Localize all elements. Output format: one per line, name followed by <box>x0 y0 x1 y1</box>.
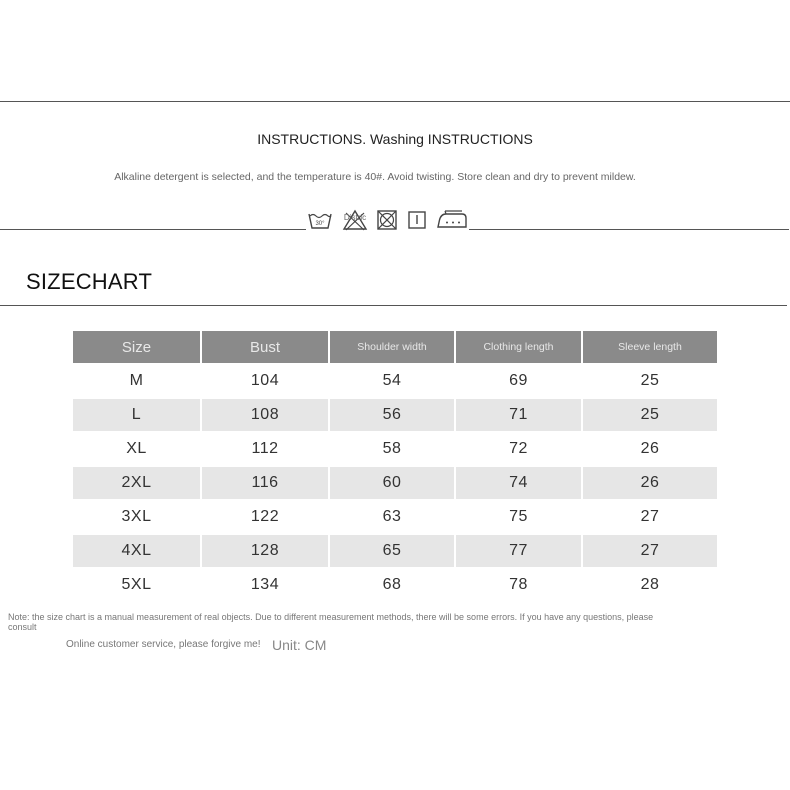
table-row <box>73 397 717 431</box>
table-row <box>73 567 717 601</box>
cell-length: 75 <box>456 499 583 533</box>
table-row <box>73 465 717 499</box>
icons-divider-right <box>469 229 789 230</box>
line-dry-icon <box>406 209 428 231</box>
icons-divider-left <box>0 229 306 230</box>
cell-sleeve: 28 <box>583 567 717 601</box>
cell-length: 69 <box>456 363 583 397</box>
cell-size: 2XL <box>73 465 202 499</box>
table-row <box>73 533 717 567</box>
header-shoulder-width: Shoulder width <box>330 331 456 363</box>
instructions-text: Alkaline detergent is selected, and the temperature is 40#. Avoid twisting. Store clean and dry to prevent mildew. <box>114 171 636 183</box>
cell-bust: 112 <box>202 431 330 465</box>
care-icons <box>307 207 469 233</box>
sizechart-title: SIZECHART <box>26 269 153 294</box>
cell-size: 4XL <box>73 533 202 567</box>
cell-shoulder: 58 <box>330 431 456 465</box>
cell-length: 71 <box>456 397 583 431</box>
cell-length: 74 <box>456 465 583 499</box>
size-table <box>73 331 717 601</box>
cell-size: XL <box>73 431 202 465</box>
no-bleach-icon <box>341 209 369 231</box>
header-bust: Bust <box>202 331 330 363</box>
measurement-note: Note: the size chart is a manual measurement of real objects. Due to different measurement methods, there will be some errors. If you have any questions, please consult <box>8 612 654 632</box>
cell-length: 72 <box>456 431 583 465</box>
cell-shoulder: 60 <box>330 465 456 499</box>
cell-sleeve: 25 <box>583 397 717 431</box>
wash-tub-label: 30° <box>315 221 325 227</box>
table-header-row <box>73 331 717 363</box>
cell-shoulder: 65 <box>330 533 456 567</box>
cell-size: L <box>73 397 202 431</box>
cell-length: 77 <box>456 533 583 567</box>
cell-bust: 134 <box>202 567 330 601</box>
top-divider <box>0 101 790 102</box>
cell-shoulder: 54 <box>330 363 456 397</box>
cell-sleeve: 25 <box>583 363 717 397</box>
cell-shoulder: 56 <box>330 397 456 431</box>
table-row <box>73 363 717 397</box>
table-row <box>73 431 717 465</box>
sizechart-divider <box>0 305 787 306</box>
cell-shoulder: 68 <box>330 567 456 601</box>
table-row <box>73 499 717 533</box>
cell-sleeve: 27 <box>583 499 717 533</box>
no-tumble-dry-icon <box>376 209 398 231</box>
wash-tub-icon <box>307 209 333 231</box>
cell-bust: 108 <box>202 397 330 431</box>
cell-bust: 104 <box>202 363 330 397</box>
cell-sleeve: 26 <box>583 465 717 499</box>
instructions-title: INSTRUCTIONS. Washing INSTRUCTIONS <box>257 131 533 147</box>
header-size: Size <box>73 331 202 363</box>
cell-size: 3XL <box>73 499 202 533</box>
unit-label: Unit: CM <box>272 637 327 653</box>
header-sleeve-length: Sleeve length <box>583 331 717 363</box>
cell-length: 78 <box>456 567 583 601</box>
service-note: Online customer service, please forgive me! <box>66 639 261 650</box>
iron-icon <box>435 210 469 230</box>
cell-bust: 122 <box>202 499 330 533</box>
cell-sleeve: 27 <box>583 533 717 567</box>
cell-bust: 128 <box>202 533 330 567</box>
cell-sleeve: 26 <box>583 431 717 465</box>
cell-size: M <box>73 363 202 397</box>
cell-size: 5XL <box>73 567 202 601</box>
no-bleach-label: Distric <box>343 213 366 222</box>
cell-bust: 116 <box>202 465 330 499</box>
cell-shoulder: 63 <box>330 499 456 533</box>
header-clothing-length: Clothing length <box>456 331 583 363</box>
